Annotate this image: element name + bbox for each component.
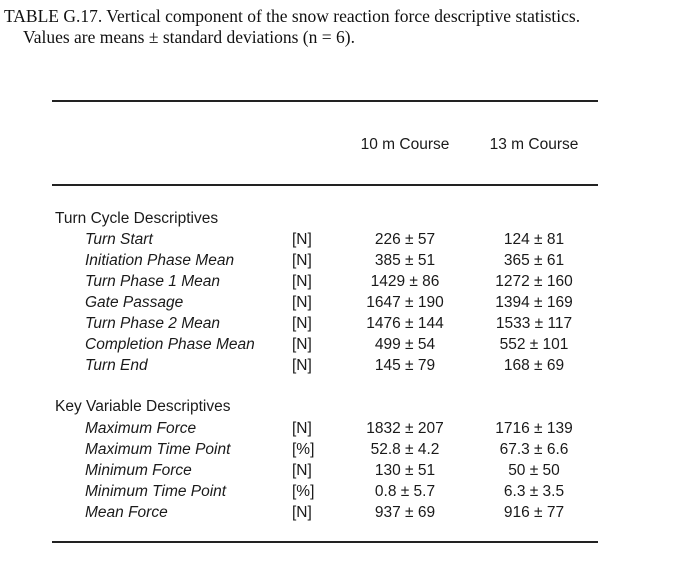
row-unit: [N] (292, 336, 312, 353)
row-value-13m: 1716 ± 139 (495, 420, 573, 437)
table-row (0, 292, 700, 313)
row-label: Turn Phase 2 Mean (85, 315, 220, 332)
caption-line-2: Values are means ± standard deviations (n = 6). (23, 27, 355, 47)
row-value-10m: 937 ± 69 (374, 504, 436, 521)
table-row (0, 460, 700, 481)
row-value-13m: 365 ± 61 (503, 252, 565, 269)
row-value-13m: 1394 ± 169 (495, 294, 573, 311)
row-label: Initiation Phase Mean (85, 252, 235, 269)
row-value-13m: 6.3 ± 3.5 (503, 483, 565, 500)
section-title-turn-cycle: Turn Cycle Descriptives (55, 210, 219, 227)
row-label: Maximum Time Point (85, 441, 231, 458)
row-label: Gate Passage (85, 294, 184, 311)
row-unit: [N] (292, 294, 312, 311)
row-unit: [N] (292, 504, 312, 521)
row-value-13m: 168 ± 69 (503, 357, 565, 374)
table-row (0, 250, 700, 271)
row-value-10m: 0.8 ± 5.7 (374, 483, 436, 500)
table-row (0, 334, 700, 355)
row-value-10m: 385 ± 51 (374, 252, 436, 269)
table-row (0, 439, 700, 460)
row-value-13m: 67.3 ± 6.6 (499, 441, 569, 458)
caption-line-1: TABLE G.17. Vertical component of the snow reaction force descriptive statistics. (4, 6, 581, 26)
row-unit: [N] (292, 315, 312, 332)
row-value-13m: 916 ± 77 (503, 504, 565, 521)
row-value-13m: 1272 ± 160 (495, 273, 573, 290)
column-header-13m: 13 m Course (489, 136, 579, 153)
row-value-10m: 130 ± 51 (374, 462, 436, 479)
table-row (0, 271, 700, 292)
row-label: Minimum Time Point (85, 483, 227, 500)
row-value-10m: 1832 ± 207 (366, 420, 444, 437)
row-value-10m: 1647 ± 190 (366, 294, 444, 311)
row-label: Turn Phase 1 Mean (85, 273, 220, 290)
row-value-13m: 50 ± 50 (508, 462, 560, 479)
row-label: Turn Start (85, 231, 153, 248)
row-value-10m: 145 ± 79 (374, 357, 436, 374)
row-unit: [%] (292, 441, 315, 458)
row-unit: [N] (292, 462, 312, 479)
row-value-13m: 552 ± 101 (499, 336, 569, 353)
section-title-key-variables: Key Variable Descriptives (55, 398, 231, 415)
row-label: Maximum Force (85, 420, 197, 437)
row-value-10m: 1429 ± 86 (370, 273, 440, 290)
table-row (0, 229, 700, 250)
row-value-13m: 1533 ± 117 (495, 315, 573, 332)
table-row (0, 502, 700, 523)
row-value-10m: 499 ± 54 (374, 336, 436, 353)
row-label: Mean Force (85, 504, 168, 521)
table-row (0, 355, 700, 376)
row-label: Minimum Force (85, 462, 192, 479)
table-row (0, 418, 700, 439)
row-label: Turn End (85, 357, 148, 374)
row-label: Completion Phase Mean (85, 336, 255, 353)
row-value-13m: 124 ± 81 (503, 231, 565, 248)
row-unit: [N] (292, 231, 312, 248)
table-row (0, 481, 700, 502)
table-row (0, 313, 700, 334)
column-header-10m: 10 m Course (360, 136, 450, 153)
row-value-10m: 52.8 ± 4.2 (370, 441, 440, 458)
row-unit: [N] (292, 273, 312, 290)
row-unit: [N] (292, 357, 312, 374)
row-value-10m: 1476 ± 144 (366, 315, 444, 332)
row-value-10m: 226 ± 57 (374, 231, 436, 248)
row-unit: [%] (292, 483, 315, 500)
row-unit: [N] (292, 420, 312, 437)
row-unit: [N] (292, 252, 312, 269)
